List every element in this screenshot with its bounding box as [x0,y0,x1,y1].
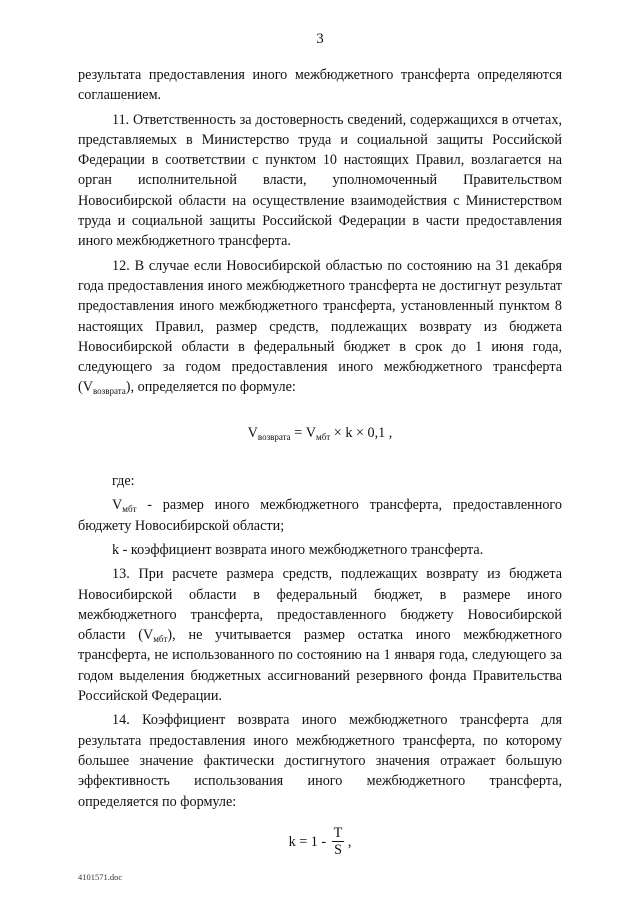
footer-filename: 4101571.doc [78,872,123,882]
document-body [78,65,562,859]
paragraph-11: 11. Ответственность за достоверность сведений, содержащихся в отчетах, представляемых в Министерство труда и социальной защиты Российской Федерации в соответствии с пунктом 10 настоящих Правил, возлагается на орган исполнительной власти, уполномоченный Правительством Новосибирской области на осуществление взаимодействия с Министерством труда и социальной защиты Российской Федерации в части предоставления иного межбюджетного трансферта. [78,111,562,250]
paragraph-14: 14. Коэффициент возврата иного межбюджетного трансферта для результата предоставления иного межбюджетного трансферта, по которому большее значение фактически достигнутого значения отражает большую эффективность использования иного межбюджетного трансферта, определяется по формуле: [78,712,562,810]
definition-v-mbt [78,495,562,536]
definition-v-text: - размер иного межбюджетного трансферта, предоставленного бюджету Новосибирской области; [78,497,562,534]
fraction-numerator: T [333,824,343,841]
paragraph-13-text: 13. При расчете размера средств, подлежащих возврату из бюджета Новосибирской области в федеральный бюджет, в размере иного межбюджетного трансферта, предоставленного бюджету Новосибирской области (V [78,566,562,644]
paragraph-12-tail: ), определяется по формуле: [125,379,296,396]
paragraph-13-subscript: мбт [153,634,168,645]
page-number: 3 [316,31,324,47]
formula-equals-v: = V [290,424,317,441]
formula-mbt-subscript: мбт [316,431,331,442]
definition-k: k - коэффициент возврата иного межбюджетного трансферта. [112,541,484,558]
formula-fraction [332,826,345,859]
paragraph-13-tail: ), не учитывается размер остатка иного межбюджетного трансферта, не использованного по состоянию на 1 января года, следующего за годом выделения бюджетных ассигнований резервного фонда Правительства Российской Федерации. [78,627,562,705]
paragraph-12-text: 12. В случае если Новосибирской областью по состоянию на 31 декабря года предоставления иного межбюджетного трансферта не достигнут результат предоставления иного межбюджетного трансферта, установленный пунктом 8 настоящих Правил, размер средств, подлежащих возврату из бюджета Новосибирской области в федеральный бюджет в срок до 1 июня года, следующего за годом предоставления иного межбюджетного трансферта (V [78,257,562,396]
paragraph-12-subscript: возврата [92,386,126,397]
formula-k-lhs: k = 1 - [288,833,330,850]
formula-v: V [247,424,258,441]
formula-tail: × k × 0,1 , [330,424,393,441]
formula-v-subscript: возврата [257,431,291,442]
paragraph-13 [78,564,562,706]
formula-coefficient [78,826,562,859]
formula-return-amount [78,423,562,443]
definition-v-subscript: мбт [122,504,137,515]
paragraph-12 [78,256,562,398]
fraction-denominator: S [334,841,342,858]
definition-v-symbol: V [112,497,123,514]
paragraph-continuation: результата предоставления иного межбюджетного трансферта определяются соглашением. [78,67,562,104]
formula-k-tail: , [347,833,352,850]
where-label: где: [112,473,135,490]
